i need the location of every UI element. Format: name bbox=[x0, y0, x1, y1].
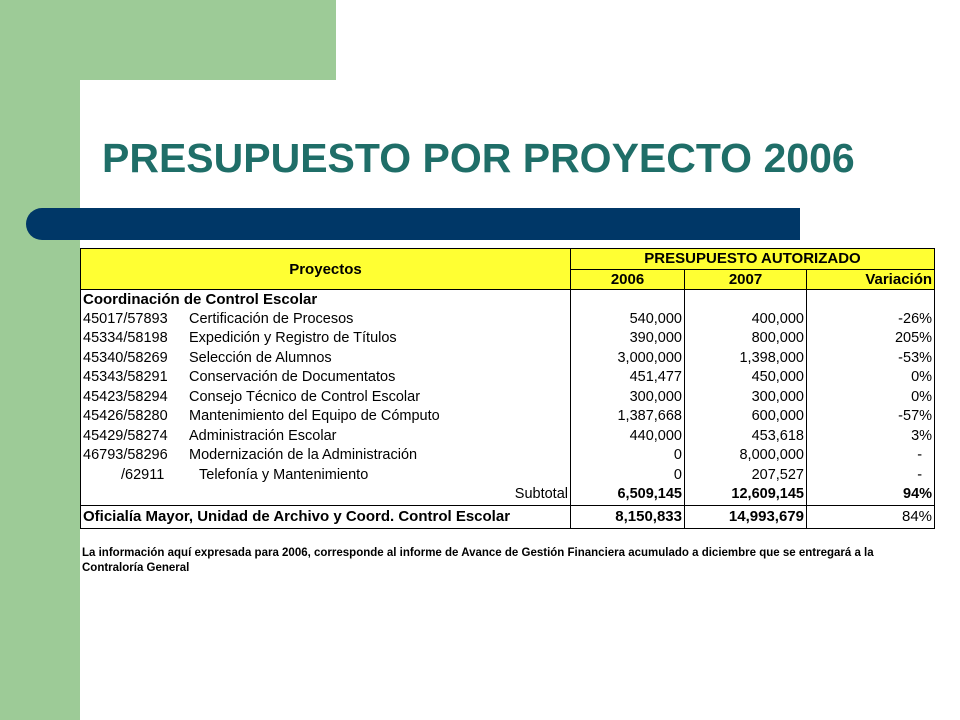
value-variation: 3% bbox=[807, 427, 935, 447]
value-variation: -26% bbox=[807, 310, 935, 330]
value-2006: 440,000 bbox=[571, 427, 685, 447]
project-code: 45340/58269 bbox=[83, 349, 168, 366]
project-name: Expedición y Registro de Títulos bbox=[189, 330, 397, 347]
header-projects: Proyectos bbox=[81, 249, 571, 290]
top-accent-block bbox=[80, 0, 336, 80]
table-row bbox=[81, 466, 935, 486]
value-variation: - bbox=[807, 446, 935, 466]
value-2007: 207,527 bbox=[685, 466, 807, 486]
project-code: 45343/58291 bbox=[83, 369, 168, 386]
value-2007: 450,000 bbox=[685, 368, 807, 388]
subtotal-2006: 6,509,145 bbox=[571, 485, 685, 505]
header-presupuesto-autorizado: PRESUPUESTO AUTORIZADO bbox=[571, 249, 935, 270]
total-label-text: Oficialía Mayor, Unidad de Archivo y Coord. Control Escolar bbox=[83, 508, 511, 525]
table-row bbox=[81, 310, 935, 330]
project-name: Administración Escolar bbox=[189, 427, 337, 444]
value-2006: 390,000 bbox=[571, 329, 685, 349]
value-variation: -53% bbox=[807, 349, 935, 369]
project-cell bbox=[81, 466, 571, 486]
value-2007: 453,618 bbox=[685, 427, 807, 447]
value-2007: 400,000 bbox=[685, 310, 807, 330]
project-code: 45423/58294 bbox=[83, 388, 168, 405]
value-2006: 0 bbox=[571, 466, 685, 486]
header-2006: 2006 bbox=[571, 269, 685, 290]
project-name: Selección de Alumnos bbox=[189, 349, 332, 366]
project-cell bbox=[81, 368, 571, 388]
project-name: Consejo Técnico de Control Escolar bbox=[189, 388, 421, 405]
project-code: 45017/57893 bbox=[83, 310, 168, 327]
value-2007: 1,398,000 bbox=[685, 349, 807, 369]
table-row bbox=[81, 427, 935, 447]
table-row bbox=[81, 407, 935, 427]
value-2006: 540,000 bbox=[571, 310, 685, 330]
project-code: 46793/58296 bbox=[83, 447, 168, 464]
title-underline-band bbox=[26, 208, 800, 240]
value-2007: 800,000 bbox=[685, 329, 807, 349]
value-2006: 3,000,000 bbox=[571, 349, 685, 369]
value-2007: 600,000 bbox=[685, 407, 807, 427]
table-row bbox=[81, 368, 935, 388]
slide-title: PRESUPUESTO POR PROYECTO 2006 bbox=[102, 135, 855, 181]
project-cell bbox=[81, 446, 571, 466]
project-code: 45426/58280 bbox=[83, 408, 168, 425]
project-cell bbox=[81, 427, 571, 447]
project-name: Mantenimiento del Equipo de Cómputo bbox=[189, 408, 440, 425]
project-name: Conservación de Documentatos bbox=[189, 369, 396, 386]
project-cell bbox=[81, 349, 571, 369]
project-cell bbox=[81, 388, 571, 408]
project-name: Modernización de la Administración bbox=[189, 447, 418, 464]
project-code: 45334/58198 bbox=[83, 330, 168, 347]
table-row bbox=[81, 388, 935, 408]
value-2006: 1,387,668 bbox=[571, 407, 685, 427]
value-variation: - bbox=[807, 466, 935, 486]
project-name: Certificación de Procesos bbox=[189, 310, 354, 327]
value-variation: -57% bbox=[807, 407, 935, 427]
project-name: Telefonía y Mantenimiento bbox=[199, 466, 369, 483]
value-2006: 451,477 bbox=[571, 368, 685, 388]
total-variation: 84% bbox=[807, 505, 935, 528]
table-row bbox=[81, 446, 935, 466]
value-2007: 300,000 bbox=[685, 388, 807, 408]
total-row bbox=[81, 505, 935, 528]
table-row bbox=[81, 349, 935, 369]
budget-table bbox=[80, 248, 935, 529]
value-2007: 8,000,000 bbox=[685, 446, 807, 466]
total-2007: 14,993,679 bbox=[685, 505, 807, 528]
left-accent-bar bbox=[0, 0, 80, 720]
subtotal-row bbox=[81, 485, 935, 505]
header-variacion: Variación bbox=[807, 269, 935, 290]
value-variation: 205% bbox=[807, 329, 935, 349]
project-code: /62911 bbox=[121, 466, 165, 483]
section-title: Coordinación de Control Escolar bbox=[81, 290, 571, 310]
value-variation: 0% bbox=[807, 368, 935, 388]
subtotal-variation: 94% bbox=[807, 485, 935, 505]
project-cell bbox=[81, 329, 571, 349]
total-label bbox=[81, 505, 571, 528]
project-code: 45429/58274 bbox=[83, 427, 168, 444]
value-2006: 300,000 bbox=[571, 388, 685, 408]
header-2007: 2007 bbox=[685, 269, 807, 290]
value-variation: 0% bbox=[807, 388, 935, 408]
subtotal-label: Subtotal bbox=[81, 485, 571, 505]
subtotal-2007: 12,609,145 bbox=[685, 485, 807, 505]
table-row bbox=[81, 329, 935, 349]
project-cell bbox=[81, 310, 571, 330]
total-2006: 8,150,833 bbox=[571, 505, 685, 528]
project-cell bbox=[81, 407, 571, 427]
footnote: La información aquí expresada para 2006, corresponde al informe de Avance de Gestión Financiera acumulado a diciembre que se entregará a la Contraloría General bbox=[82, 547, 874, 574]
value-2006: 0 bbox=[571, 446, 685, 466]
